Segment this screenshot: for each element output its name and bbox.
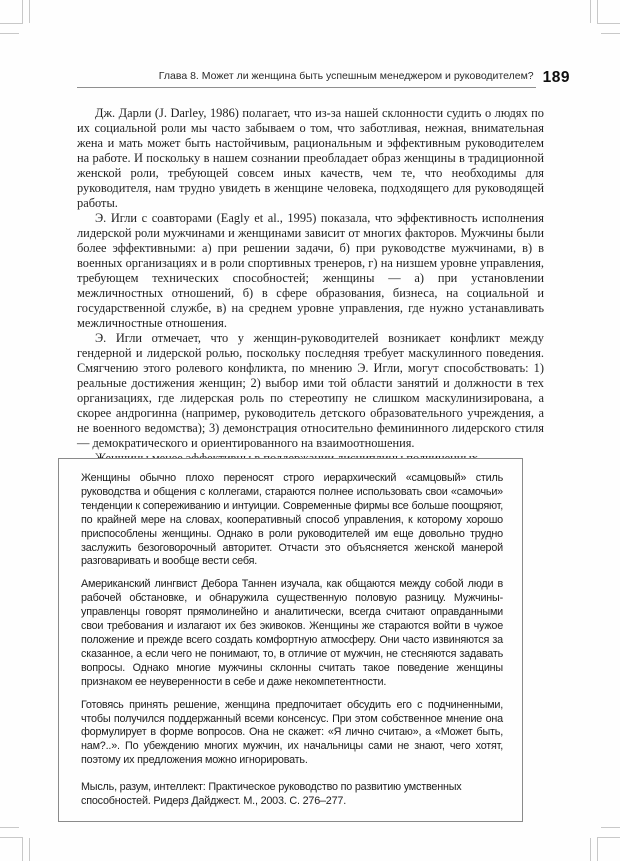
crop-mark-top-left <box>0 0 31 34</box>
sidebar-box <box>58 458 523 822</box>
crop-mark-top-right <box>589 0 620 34</box>
paragraph: Э. Игли с соавторами (Eagly et al., 1995) показала, что эффективность исполнения лидерской роли мужчинами и женщинами зависит от многих факторов. Мужчины были более эффективными: а) при решении задачи, б) при руководстве мужчинами, в) в военных организациях и в роли спортивных тренеров, г) на низшем уровне управления, требующем технических способностей; женщины — а) при установлении межличностных отношений, б) в сфере образования, бизнеса, на социальной и государственной службе, в) на среднем уровне управления, где нужно устанавливать межличностные отношения. <box>77 211 544 330</box>
crop-corner-line <box>597 0 620 24</box>
crop-tick-horizontal <box>0 33 19 34</box>
crop-tick-horizontal <box>601 33 620 34</box>
crop-tick-vertical <box>29 0 30 23</box>
crop-tick-vertical <box>29 838 30 861</box>
crop-corner-line <box>0 837 23 861</box>
paragraph: Э. Игли отмечает, что у женщин-руководителей возникает конфликт между гендерной и лидерской ролью, поскольку последняя требует маскулинного поведения. Смягчению этого ролевого конфликта, по мнению Э. Игли, могут способствовать: 1) реальные достижения женщин; 2) выбор ими той области занятий и должности в тех организациях, где лидерская роль по стереотипу не слишком маскулинизирована, а скорее андрогинна (например, руководитель детского образовательного учреждения, а не военного ведомства); 3) демонстрация относительно фемининного лидерского стиля — демократического и ориентированного на взаимоотношения. <box>77 331 544 450</box>
crop-mark-bottom-right <box>589 827 620 861</box>
box-paragraph: Готовясь принять решение, женщина предпочитает обсудить его с подчиненными, чтобы получился поддержанный всеми консенсус. При этом собственное мнение она формулирует в форме вопросов. Она не скажет: «Я лично считаю», а «Может быть, нам?..». По убеждению многих мужчин, их начальницы сами не знают, чего хотят, поэтому их предложения можно игнорировать. <box>81 698 503 767</box>
crop-tick-horizontal <box>601 827 620 828</box>
running-head <box>77 69 570 88</box>
crop-mark-bottom-left <box>0 827 31 861</box>
box-paragraph: Женщины обычно плохо переносят строго иерархический «самцовый» стиль руководства и общения с коллегами, стараются полнее использовать свои «самочьи» тенденции к сопереживанию и интуиции. Современные фирмы все больше поощряют, по крайней мере на словах, кооперативный способ управления, к которому хорошо приспособлены женщины. Однако в роли руководителей им еще довольно трудно заслужить безоговорочный авторитет. Отчасти это объясняется женской манерой разговаривать и вообще вести себя. <box>81 472 503 568</box>
source-citation: Мысль, разум, интеллект: Практическое руководство по развитию умственных способностей. Ридерз Дайджест. М., 2003. С. 276–277. <box>81 781 462 808</box>
crop-tick-vertical <box>590 0 591 23</box>
crop-corner-line <box>597 837 620 861</box>
box-paragraph: Американский лингвист Дебора Таннен изучала, как общаются между собой люди в рабочей обстановке, и обнаружила существенную половую разницу. Мужчины-управленцы говорят прямолинейно и аналитически, всегда считают оправданными свои требования и излагают их без экивоков. Женщины же стараются войти в чужое положение и прежде всего создать комфортную атмосферу. Они часто извиняются за сказанное, а если чего не понимают, то, в отличие от мужчин, не стесняются задавать вопросы. Однако многие мужчины склонны считать такое поведение женщины признаком ее неуверенности в себе и даже некомпетентности. <box>81 578 503 688</box>
crop-tick-vertical <box>590 838 591 861</box>
body-text <box>77 106 544 466</box>
crop-corner-line <box>0 0 23 24</box>
paragraph: Дж. Дарли (J. Darley, 1986) полагает, что из-за нашей склонности судить о людях по их социальной роли мы часто забываем о том, что заботливая, нежная, внимательная жена и мать может быть настойчивым, рациональным и эффективным руководителем на работе. И поскольку в нашем сознании преобладает образ женщины в традиционной женской роли, требующей совсем иных качеств, чем те, что необходимы для руководителя, нам трудно увидеть в женщине человека, подходящего для руководящей работы. <box>77 106 544 210</box>
chapter-heading: Глава 8. Может ли женщина быть успешным менеджером и руководителем? <box>77 69 536 88</box>
page-number: 189 <box>542 69 570 86</box>
crop-tick-horizontal <box>0 827 19 828</box>
